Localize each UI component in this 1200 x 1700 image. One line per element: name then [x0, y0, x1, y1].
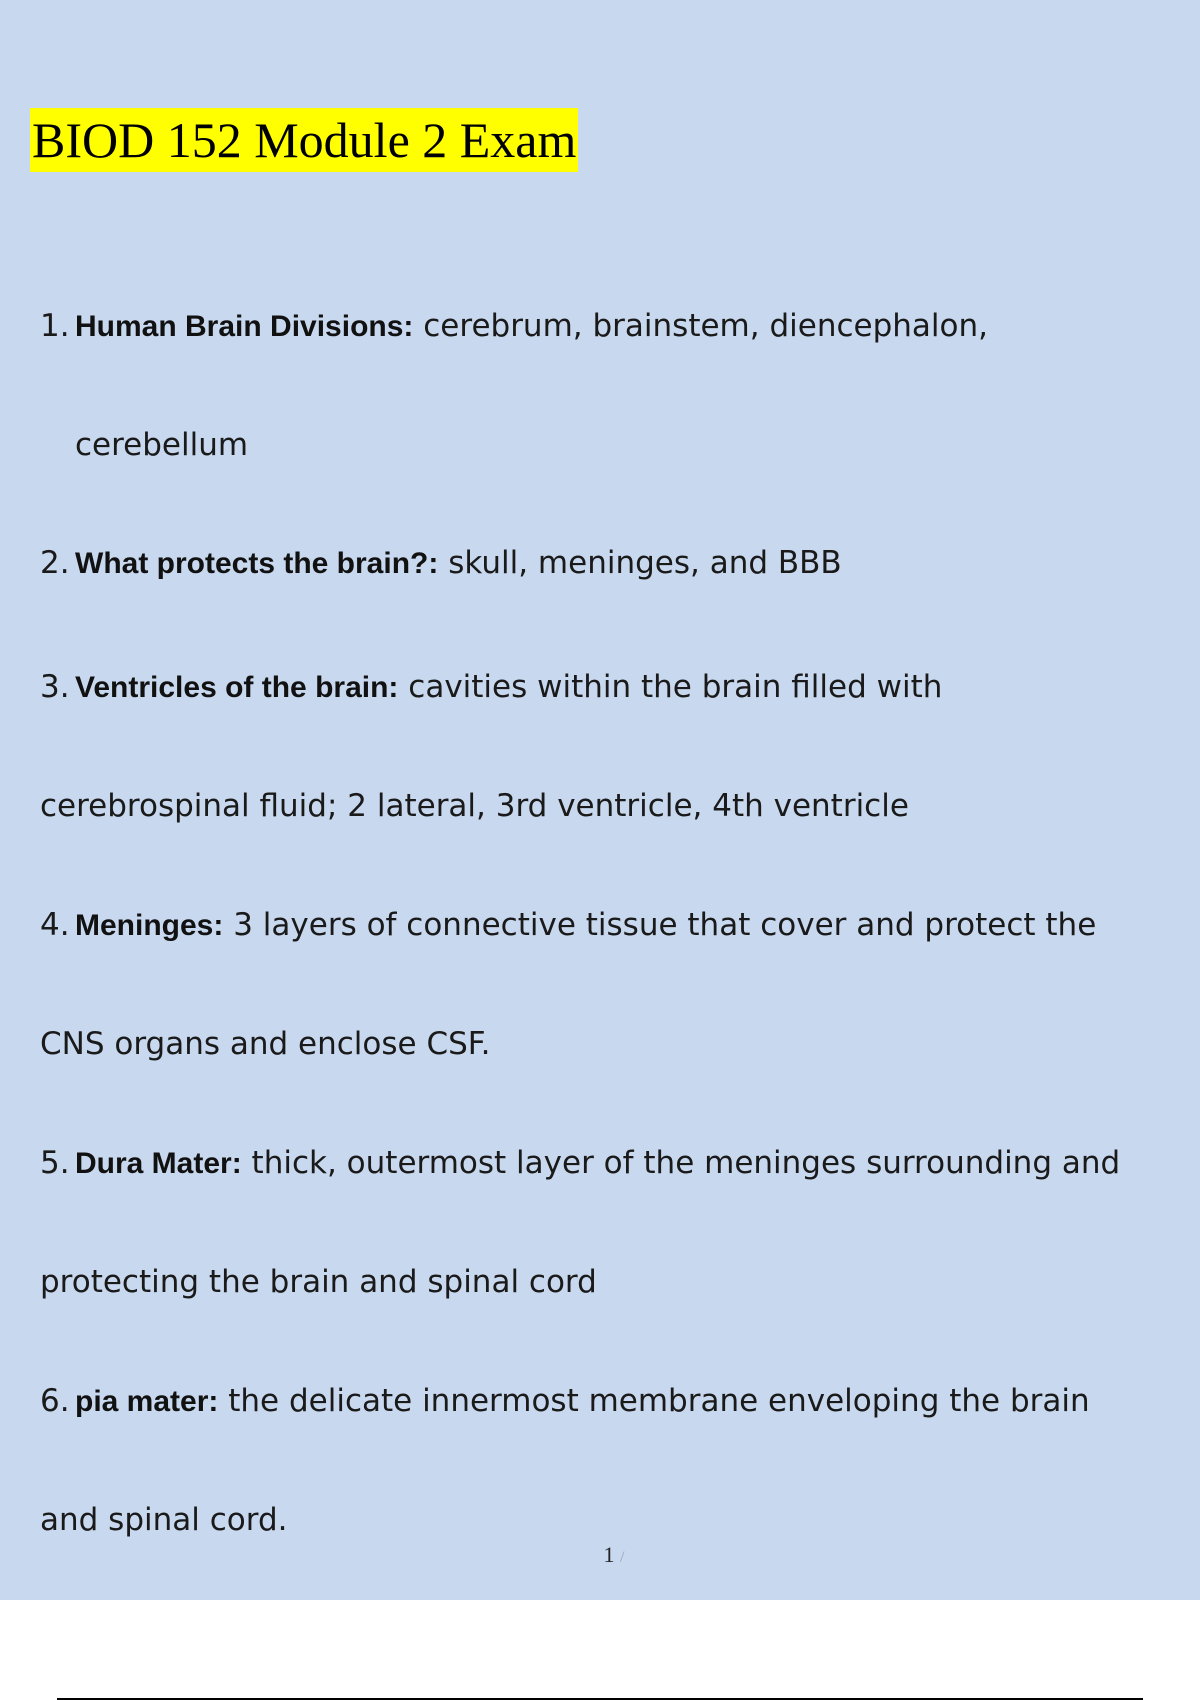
- item-definition: 3 layers of connective tissue that cover and protect the: [223, 907, 1097, 943]
- item-line: [40, 1145, 1120, 1181]
- item-definition: the delicate innermost membrane enveloping the brain: [218, 1383, 1090, 1419]
- item-number: 4.: [40, 907, 70, 943]
- item-number: 1.: [40, 308, 70, 344]
- list-item: [40, 866, 1180, 1104]
- item-line: [40, 545, 842, 581]
- item-term: Ventricles of the brain:: [75, 671, 399, 704]
- item-number: 5.: [40, 1145, 70, 1181]
- list-item: [40, 1104, 1180, 1342]
- item-term: Dura Mater:: [75, 1147, 242, 1180]
- page-number-separator: /: [620, 1549, 625, 1566]
- item-number: 2.: [40, 545, 70, 581]
- page-number-value: 1: [603, 1542, 615, 1567]
- item-definition-continued: cerebrospinal fluid; 2 lateral, 3rd ventricle, 4th ventricle: [40, 788, 909, 824]
- item-line: [40, 669, 942, 705]
- item-term: Human Brain Divisions:: [75, 310, 414, 343]
- list-item: [40, 504, 1180, 623]
- list-item: [40, 628, 1180, 866]
- item-definition: skull, meninges, and BBB: [438, 545, 842, 581]
- item-term: What protects the brain?:: [75, 547, 439, 580]
- item-definition: thick, outermost layer of the meninges surrounding and: [241, 1145, 1121, 1181]
- document-title: BIOD 152 Module 2 Exam: [30, 108, 578, 172]
- item-line: [40, 907, 1096, 943]
- item-line: [40, 308, 988, 344]
- item-number: 6.: [40, 1383, 70, 1419]
- page-number: [0, 1542, 1200, 1568]
- item-line: [40, 1383, 1090, 1419]
- item-definition-continued: protecting the brain and spinal cord: [40, 1264, 597, 1300]
- item-number: 3.: [40, 669, 70, 705]
- item-definition: cerebrum, brainstem, diencephalon,: [413, 308, 988, 344]
- item-term: Meninges:: [75, 909, 224, 942]
- item-definition-continued: cerebellum: [75, 427, 249, 463]
- item-definition: cavities within the brain filled with: [398, 669, 943, 705]
- list-item: [40, 267, 1180, 505]
- item-definition-continued: CNS organs and enclose CSF.: [40, 1026, 491, 1062]
- item-definition-continued: and spinal cord.: [40, 1502, 288, 1538]
- item-term: pia mater:: [75, 1385, 219, 1418]
